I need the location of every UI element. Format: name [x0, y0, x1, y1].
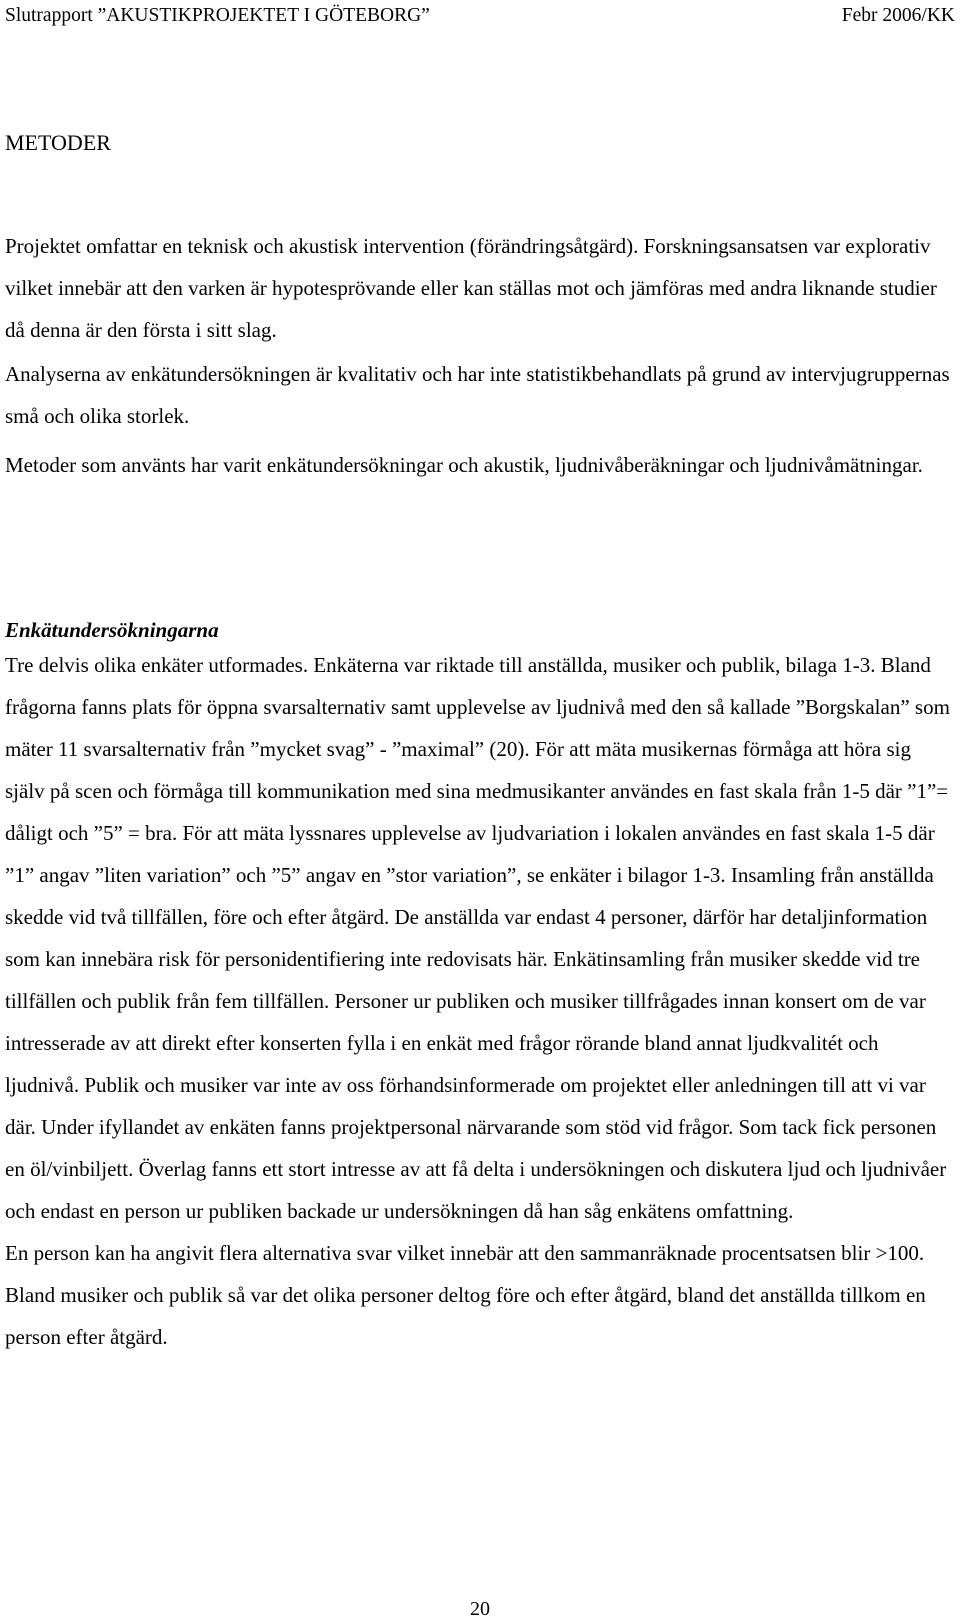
intro-paragraph-2: Analyserna av enkätundersökningen är kvalitativ och har inte statistikbehandlats på grund av intervjugruppernas små och olika storlek. [5, 362, 950, 428]
intro-paragraph-1: Projektet omfattar en teknisk och akustisk intervention (förändringsåtgärd). Forskningsansatsen var explorativ vilket innebär att den varken är hypotesprövande eller kan ställas mot och jämföras med andra liknande studier då denna är den första i sitt slag. [5, 234, 937, 342]
page-number: 20 [470, 1598, 490, 1620]
intro-paragraph-3: Metoder som använts har varit enkätundersökningar och akustik, ljudnivåberäkningar och ljudnivåmätningar. [5, 453, 923, 477]
survey-heading: Enkätundersökningarna [5, 618, 219, 642]
intro-paragraph-1-block [5, 225, 955, 351]
intro-paragraph-3-block [5, 444, 955, 486]
header-date: Febr 2006/KK [841, 5, 955, 26]
intro-paragraph-2-block [5, 353, 955, 437]
survey-paragraph-1: Tre delvis olika enkäter utformades. Enkäterna var riktade till anställda, musiker och publik, bilaga 1-3. Bland frågorna fanns plats för öppna svarsalternativ samt upplevelse av ljudnivå med den så kallade ”Borgskalan” som mäter 11 svarsalternativ från ”mycket svag” - ”maximal” (20). För att mäta musikernas förmåga att höra sig själv på scen och förmåga till kommunikation med sina medmusikanter användes en fast skala från 1-5 där ”1”= dåligt och ”5” = bra. För att mäta lyssnares upplevelse av ljudvariation i lokalen användes en fast skala 1-5 där ”1” angav ”liten variation” och ”5” angav en ”stor variation”, se enkäter i bilagor 1-3. Insamling från anställda skedde vid två tillfällen, före och efter åtgärd. De anställda var endast 4 personer, därför har detaljinformation som kan innebära risk för personidentifiering inte redovisats här. Enkätinsamling från musiker skedde vid tre tillfällen och publik från fem tillfällen. Personer ur publiken och musiker tillfrågades innan konsert om de var intresserade av att direkt efter konserten fylla i en enkät med frågor rörande bland annat ljudkvalitét och ljudnivå. Publik och musiker var inte av oss förhandsinformerade om projektet eller anledningen till att vi var där. Under ifyllandet av enkäten fanns projektpersonal närvarande som stöd vid frågor. Som tack fick personen en öl/vinbiljett. Överlag fanns ett stort intresse av att få delta i undersökningen och diskutera ljud och ljudnivåer och endast en person ur publiken backade ur undersökningen då han såg enkätens omfattning. [5, 653, 950, 1223]
survey-section [5, 644, 955, 1358]
survey-paragraph-2: En person kan ha angivit flera alternativa svar vilket innebär att den sammanräknade procentsatsen blir >100. Bland musiker och publik så var det olika personer deltog före och efter åtgärd, bland det anställda tillkom en person efter åtgärd. [5, 1241, 926, 1349]
section-title: METODER [5, 130, 111, 155]
running-header [5, 4, 955, 28]
header-report-title: Slutrapport ”AKUSTIKPROJEKTET I GÖTEBORG” [5, 5, 430, 26]
